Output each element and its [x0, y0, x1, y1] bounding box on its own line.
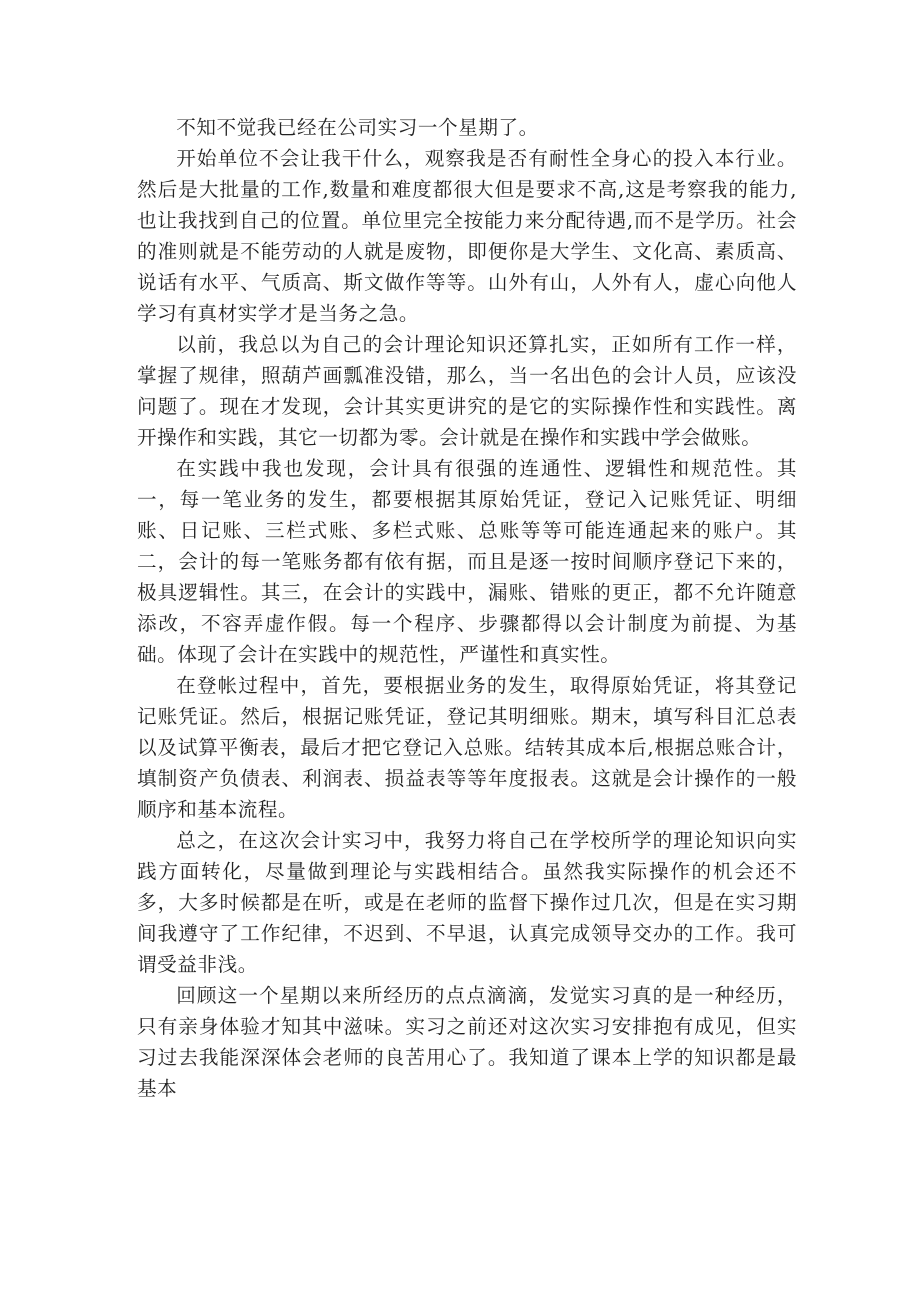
paragraph-3: 以前，我总以为自己的会计理论知识还算扎实，正如所有工作一样，掌握了规律，照葫芦画瓢准没错，那么，当一名出色的会计人员，应该没问题了。现在才发现，会计其实更讲究的是它的实际操作性和实践性。离开操作和实践，其它一切都为零。会计就是在操作和实践中学会做账。 — [137, 333, 797, 449]
paragraph-6: 总之，在这次会计实习中，我努力将自己在学校所学的理论知识向实践方面转化，尽量做到理论与实践相结合。虽然我实际操作的机会还不多，大多时候都是在听，或是在老师的监督下操作过几次，但是在实习期间我遵守了工作纪律，不迟到、不早退，认真完成领导交办的工作。我可谓受益非浅。 — [137, 829, 797, 976]
paragraph-5: 在登帐过程中，首先，要根据业务的发生，取得原始凭证，将其登记记账凭证。然后，根据记账凭证，登记其明细账。期末，填写科目汇总表以及试算平衡表，最后才把它登记入总账。结转其成本后,根据总账合计，填制资产负债表、利润表、损益表等等年度报表。这就是会计操作的一般顺序和基本流程。 — [137, 674, 797, 821]
paragraph-2: 开始单位不会让我干什么，观察我是否有耐性全身心的投入本行业。然后是大批量的工作,数量和难度都很大但是要求不高,这是考察我的能力,也让我找到自己的位置。单位里完全按能力来分配待遇,而不是学历。社会的准则就是不能劳动的人就是废物，即便你是大学生、文化高、素质高、说话有水平、气质高、斯文做作等等。山外有山，人外有人，虚心向他人学习有真材实学才是当务之急。 — [137, 147, 797, 325]
paragraph-4: 在实践中我也发现，会计具有很强的连通性、逻辑性和规范性。其一，每一笔业务的发生，都要根据其原始凭证，登记入记账凭证、明细账、日记账、三栏式账、多栏式账、总账等等可能连通起来的账户。其二，会计的每一笔账务都有依有据，而且是逐一按时间顺序登记下来的，极具逻辑性。其三，在会计的实践中，漏账、错账的更正，都不允许随意添改，不容弄虚作假。每一个程序、步骤都得以会计制度为前提、为基础。体现了会计在实践中的规范性，严谨性和真实性。 — [137, 457, 797, 666]
paragraph-1: 不知不觉我已经在公司实习一个星期了。 — [176, 116, 539, 139]
document-body — [137, 112, 797, 1104]
paragraph-7: 回顾这一个星期以来所经历的点点滴滴，发觉实习真的是一种经历，只有亲身体验才知其中滋味。实习之前还对这次实习安排抱有成见，但实习过去我能深深体会老师的良苦用心了。我知道了课本上学的知识都是最基本 — [137, 984, 797, 1100]
